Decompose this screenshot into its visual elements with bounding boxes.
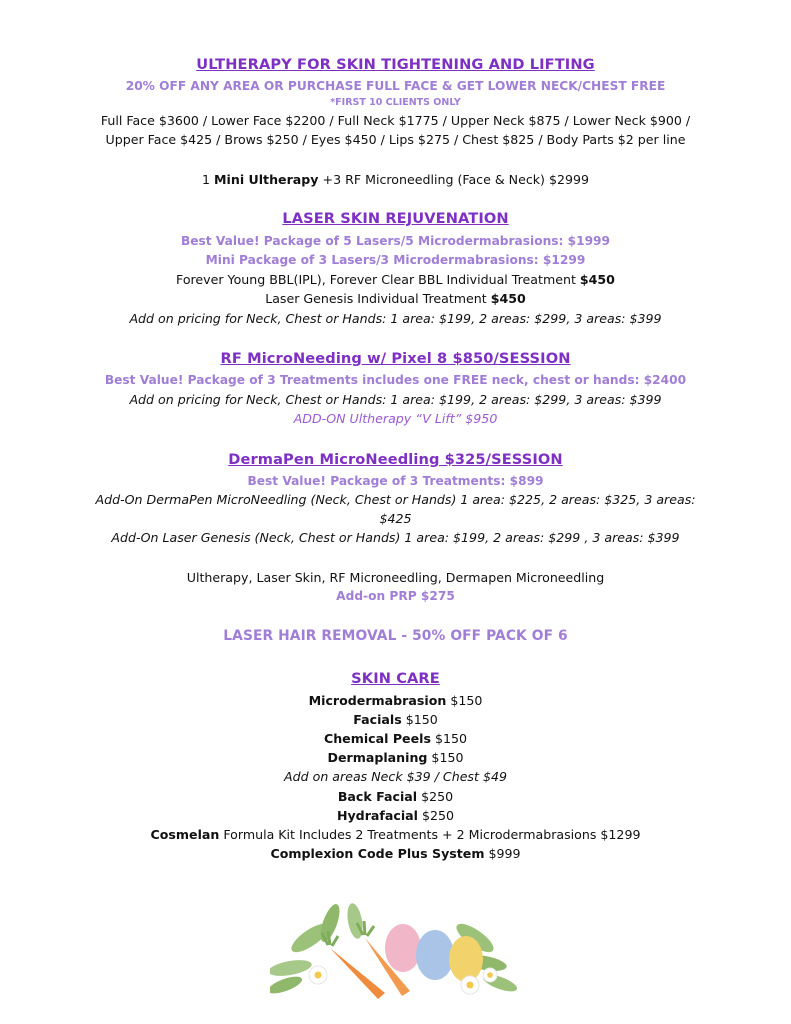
skin-care-item-name: Cosmelan: [150, 827, 220, 842]
ultherapy-heading: ULTHERAPY FOR SKIN TIGHTENING AND LIFTING: [196, 56, 595, 73]
skin-care-item: [0, 845, 791, 862]
skin-care-item: [0, 788, 791, 805]
ultherapy-prices-line-1: Full Face $3600 / Lower Face $2200 / Full Neck $1775 / Upper Neck $875 / Lower Neck $900 /: [100, 113, 691, 128]
skin-care-item-price: $250: [418, 808, 455, 823]
bbl-treatment-label: Forever Young BBL(IPL), Forever Clear BBL Individual Treatment: [176, 272, 580, 287]
laser-genesis-label: Laser Genesis Individual Treatment: [265, 291, 491, 306]
laser-hair-removal-heading: LASER HAIR REMOVAL - 50% OFF PACK OF 6: [223, 628, 568, 644]
dermapen-laser-genesis-addon: Add-On Laser Genesis (Neck, Chest or Hands) 1 area: $199, 2 areas: $299 , 3 areas: $399: [111, 530, 680, 545]
laser-genesis-treatment: [0, 290, 791, 307]
mini-ultherapy-details: +3 RF Microneedling (Face & Neck) $2999: [318, 172, 590, 187]
dermapen-package-promo: Best Value! Package of 3 Treatments: $899: [247, 474, 544, 488]
daisy-icon: [309, 966, 327, 984]
carrot-icon: [322, 931, 385, 999]
laser-skin-package-3: Mini Package of 3 Lasers/3 Microdermabrasions: $1299: [205, 253, 586, 267]
rf-addon-ultherapy: ADD-ON Ultherapy “V Lift” $950: [293, 411, 498, 426]
blue-egg-icon: [416, 930, 454, 980]
skin-care-item-name: Hydrafacial: [336, 808, 418, 823]
skin-care-item-price: $150: [401, 712, 438, 727]
mini-ultherapy-offer: [0, 171, 791, 188]
skin-care-item-price: $150: [446, 693, 483, 708]
ultherapy-promo: 20% OFF ANY AREA OR PURCHASE FULL FACE & GET LOWER NECK/CHEST FREE: [125, 79, 666, 93]
skin-care-item-name: Microdermabrasion: [308, 693, 447, 708]
rf-addon-pricing: Add on pricing for Neck, Chest or Hands: 1 area: $199, 2 areas: $299, 3 areas: $399: [129, 392, 662, 407]
pink-egg-icon: [385, 924, 421, 972]
skin-care-item-price: $150: [427, 750, 464, 765]
skin-care-item-price: $250: [417, 789, 454, 804]
mini-ultherapy-prefix: 1: [201, 172, 214, 187]
skin-care-item: [0, 807, 791, 824]
mini-ultherapy-label: Mini Ultherapy: [214, 172, 319, 187]
prp-addon: Add-on PRP $275: [336, 589, 455, 603]
daisy-icon: [461, 976, 479, 994]
skin-care-item-price: $999: [484, 846, 521, 861]
bbl-treatment-price: $450: [579, 272, 615, 287]
skin-care-item: [0, 692, 791, 709]
skin-care-item-name: Dermaplaning: [327, 750, 428, 765]
skin-care-addon-areas: Add on areas Neck $39 / Chest $49: [284, 769, 507, 784]
laser-skin-heading: LASER SKIN REJUVENATION: [282, 210, 509, 227]
yellow-egg-icon: [449, 936, 483, 982]
easter-eggs-carrots-illustration-icon: [270, 893, 520, 1003]
rf-microneedling-heading: RF MicroNeeding w/ Pixel 8 $850/SESSION: [220, 350, 571, 367]
laser-genesis-price: $450: [490, 291, 526, 306]
skin-care-item: [0, 826, 791, 843]
skin-care-item: [0, 749, 791, 766]
ultherapy-prices-line-2: Upper Face $425 / Brows $250 / Eyes $450 / Lips $275 / Chest $825 / Body Parts $2 per line: [105, 132, 686, 147]
skin-care-item: [0, 730, 791, 747]
laser-skin-package-5: Best Value! Package of 5 Lasers/5 Microdermabrasions: $1999: [180, 234, 611, 248]
skin-care-item-name: Back Facial: [337, 789, 418, 804]
dermapen-addon-line-2: $425: [379, 511, 412, 526]
skin-care-item: [0, 711, 791, 728]
skin-care-item-name: Chemical Peels: [323, 731, 431, 746]
skin-care-item-name: Complexion Code Plus System: [270, 846, 485, 861]
prp-services: Ultherapy, Laser Skin, RF Microneedling, Dermapen Microneedling: [186, 570, 605, 585]
bbl-treatment: [0, 271, 791, 288]
skin-care-item-name: Facials: [353, 712, 402, 727]
rf-package-promo: Best Value! Package of 3 Treatments includes one FREE neck, chest or hands: $2400: [104, 373, 687, 387]
daisy-icon: [483, 968, 497, 982]
ultherapy-promo-note: *FIRST 10 CLIENTS ONLY: [330, 97, 461, 108]
skin-care-item-price: Formula Kit Includes 2 Treatments + 2 Microdermabrasions $1299: [219, 827, 641, 842]
dermapen-addon-line-1: Add-On DermaPen MicroNeedling (Neck, Chest or Hands) 1 area: $225, 2 areas: $325, 3 areas:: [95, 492, 696, 507]
dermapen-heading: DermaPen MicroNeedling $325/SESSION: [228, 451, 563, 468]
skin-care-item-price: $150: [430, 731, 468, 746]
skin-care-heading: SKIN CARE: [351, 670, 440, 687]
laser-skin-addon-pricing: Add on pricing for Neck, Chest or Hands: 1 area: $199, 2 areas: $299, 3 areas: $399: [129, 311, 662, 326]
